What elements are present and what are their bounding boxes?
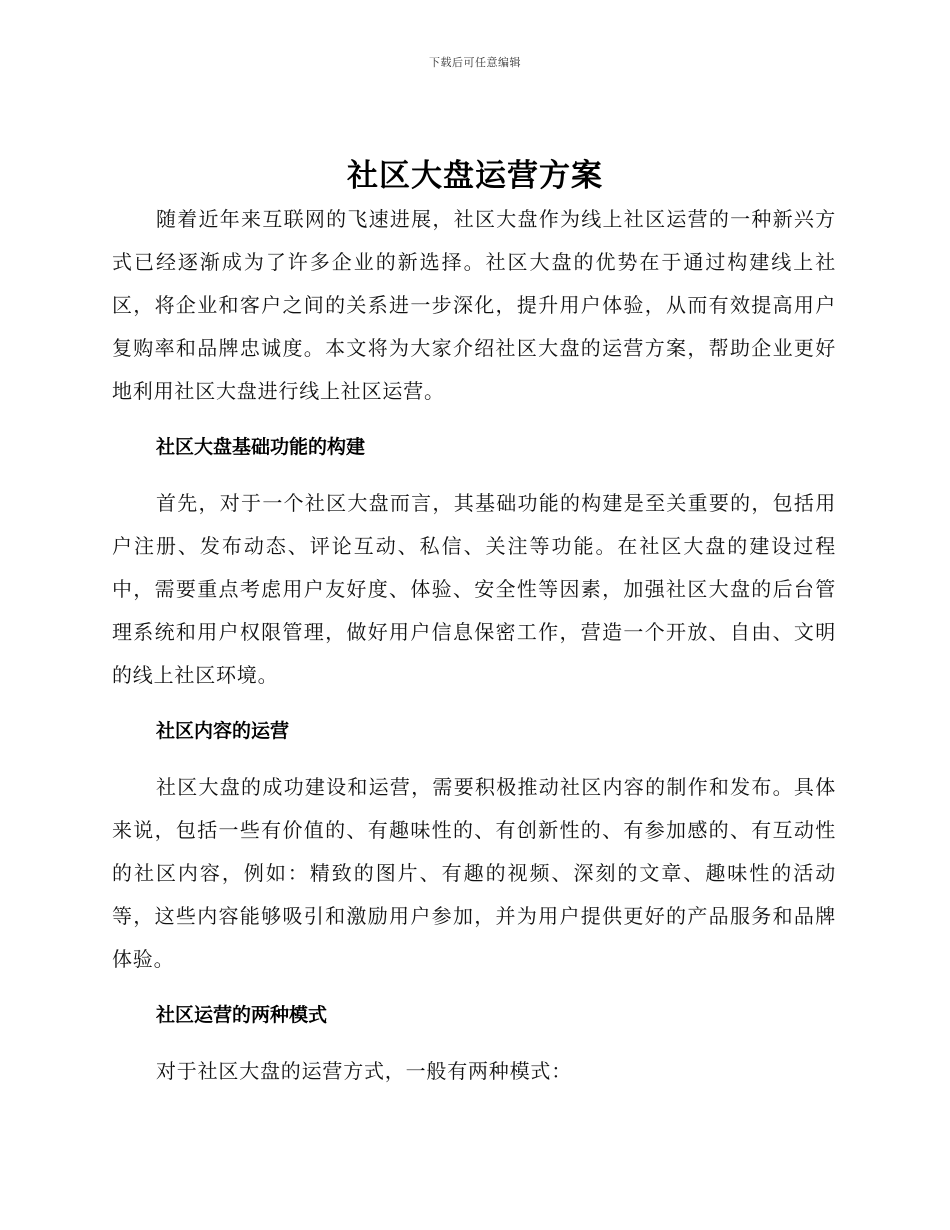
document-title: 社区大盘运营方案: [347, 158, 603, 194]
section-heading-content-operation: 社区内容的运营: [156, 720, 290, 742]
section-paragraph-content-operation: 社区大盘的成功建设和运营，需要积极推动社区内容的制作和发布。具体来说，包括一些有价值的、有趣味性的、有创新性的、有参加感的、有互动性的社区内容，例如：精致的图片、有趣的视频、深刻的文章、趣味性的活动等，这些内容能够吸引和激励用户参加，并为用户提供更好的产品服务和品牌体验。: [112, 775, 836, 971]
section-heading-two-modes: 社区运营的两种模式: [156, 1004, 328, 1026]
section-heading-basic-functions: 社区大盘基础功能的构建: [156, 436, 366, 458]
section-paragraph-basic-functions: 首先，对于一个社区大盘而言，其基础功能的构建是至关重要的，包括用户注册、发布动态、评论互动、私信、关注等功能。在社区大盘的建设过程中，需要重点考虑用户友好度、体验、安全性等因素，加强社区大盘的后台管理系统和用户权限管理，做好用户信息保密工作，营造一个开放、自由、文明的线上社区环境。: [112, 491, 836, 687]
document-body: [112, 198, 836, 1093]
header-note: 下载后可任意编辑: [429, 56, 521, 69]
section-paragraph-two-modes: 对于社区大盘的运营方式，一般有两种模式：: [156, 1059, 572, 1083]
intro-paragraph: 随着近年来互联网的飞速进展，社区大盘作为线上社区运营的一种新兴方式已经逐渐成为了许多企业的新选择。社区大盘的优势在于通过构建线上社区，将企业和客户之间的关系进一步深化，提升用户体验，从而有效提高用户复购率和品牌忠诚度。本文将为大家介绍社区大盘的运营方案，帮助企业更好地利用社区大盘进行线上社区运营。: [112, 207, 836, 403]
